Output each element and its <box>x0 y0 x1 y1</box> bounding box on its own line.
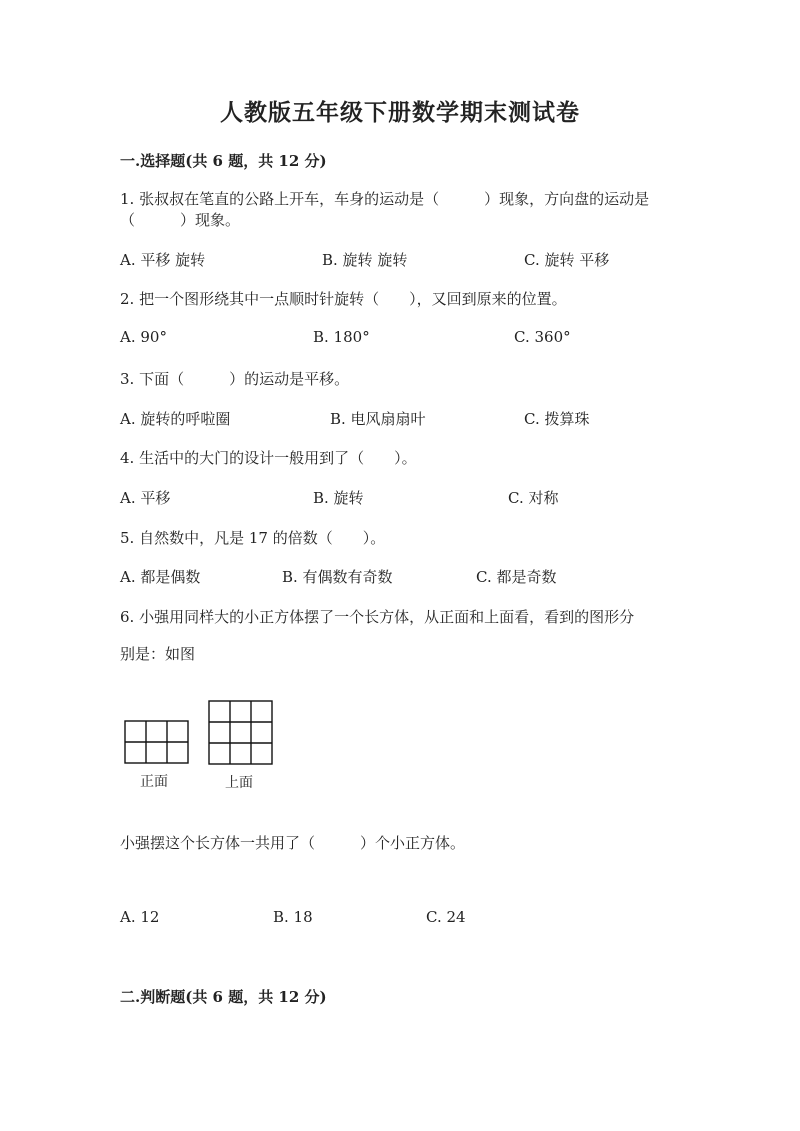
section-heading-judgement: 二.判断题(共 6 题，共 12 分) <box>120 988 327 1006</box>
question-6-option-b: B. 18 <box>273 908 313 926</box>
question-3-option-a: A. 旋转的呼啦圈 <box>120 410 231 428</box>
question-5-line-1: 5. 自然数中，凡是 17 的倍数（ ）。 <box>120 529 386 547</box>
question-6-option-c: C. 24 <box>426 908 466 926</box>
question-3-line-1: 3. 下面（ ）的运动是平移。 <box>120 370 350 388</box>
question-2-line-1: 2. 把一个图形绕其中一点顺时针旋转（ ），又回到原来的位置。 <box>120 290 567 308</box>
page-title: 人教版五年级下册数学期末测试卷 <box>220 99 580 126</box>
question-2-option-a: A. 90° <box>120 328 167 346</box>
question-4-option-b: B. 旋转 <box>313 489 364 507</box>
section-heading-choice: 一.选择题(共 6 题，共 12 分) <box>120 152 327 170</box>
question-2-option-c: C. 360° <box>514 328 571 346</box>
question-4-option-c: C. 对称 <box>508 489 559 507</box>
question-1-option-c: C. 旋转 平移 <box>524 251 610 269</box>
front-view-label: 正面 <box>140 774 168 790</box>
question-3-option-c: C. 拨算珠 <box>524 410 590 428</box>
question-5-option-b: B. 有偶数有奇数 <box>282 568 393 586</box>
question-6-line-2: 别是：如图 <box>120 645 196 663</box>
question-1-line-1: 1. 张叔叔在笔直的公路上开车，车身的运动是（ ）现象，方向盘的运动是 <box>120 190 650 208</box>
question-2-option-b: B. 180° <box>313 328 370 346</box>
question-3-option-b: B. 电风扇扇叶 <box>330 410 426 428</box>
question-1-option-b: B. 旋转 旋转 <box>322 251 408 269</box>
top-view-grid <box>208 700 274 766</box>
top-view-label: 上面 <box>225 775 253 791</box>
question-5-option-a: A. 都是偶数 <box>120 568 201 586</box>
question-1-option-a: A. 平移 旋转 <box>120 251 206 269</box>
question-5-option-c: C. 都是奇数 <box>476 568 557 586</box>
question-6-line-1: 6. 小强用同样大的小正方体摆了一个长方体，从正面和上面看，看到的图形分 <box>120 608 635 626</box>
question-6-followup: 小强摆这个长方体一共用了（ ）个小正方体。 <box>120 834 466 852</box>
question-6-option-a: A. 12 <box>120 908 160 926</box>
question-1-line-2: （ ）现象。 <box>120 211 241 229</box>
grid-outline <box>209 701 272 764</box>
question-4-line-1: 4. 生活中的大门的设计一般用到了（ ）。 <box>120 449 417 467</box>
question-4-option-a: A. 平移 <box>120 489 171 507</box>
front-view-grid <box>124 720 190 766</box>
